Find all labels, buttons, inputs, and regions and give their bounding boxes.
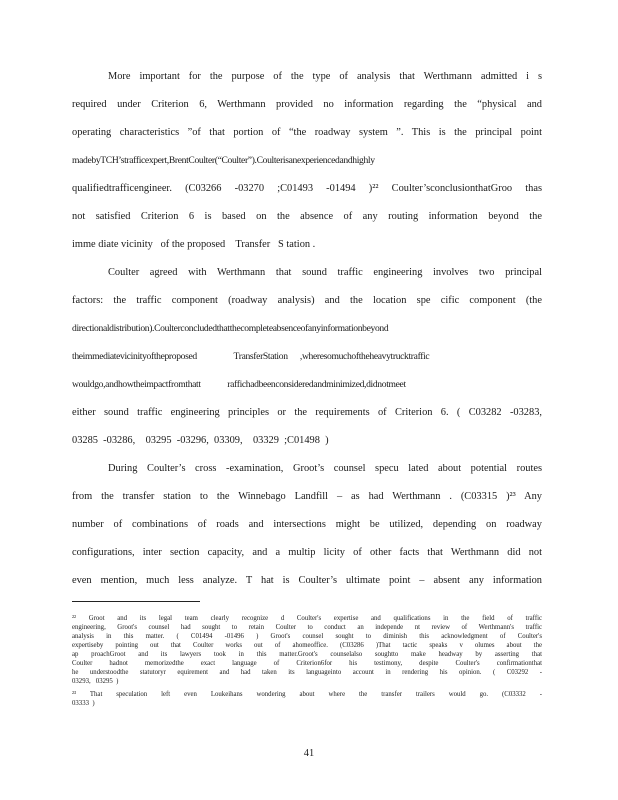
- footnote-line: ap proachGroot and its lawyers took in this matter.Groot's counselalso soughtto make headway by asserting that: [72, 651, 542, 658]
- footnote-line: 03333 ): [72, 700, 95, 707]
- body-line: from the transfer station to the Winnebago Landfill – as had Werthmann . (C03315 )²³ Any: [72, 491, 542, 502]
- body-line: directionaldistribution).Coulterconcludedthatthecompleteabsenceofanyinformationbeyond: [72, 323, 389, 334]
- footnote-separator: [72, 601, 200, 602]
- footnote-line: Coulter hadnot memorizedthe exact language of Criterion6for his testimony, despite Coulter's confirmationthat: [72, 660, 542, 667]
- body-line: theimmediatevicinityoftheproposed TransferStation ,wheresomuchoftheheavytrucktraffic: [72, 351, 430, 362]
- body-line: wouldgo,andhowtheimpactfromthatt raffichadbeenconsideredandminimized,didnotmeet: [72, 379, 406, 390]
- body-line: required under Criterion 6, Werthmann provided no information regarding the “physical and: [72, 99, 542, 110]
- body-line: not satisfied Criterion 6 is based on the absence of any routing information beyond the: [72, 211, 542, 222]
- body-line: qualifiedtrafficengineer. (C03266 -03270 ;C01493 -01494 )²² Coulter’sconclusionthatGroo thas: [72, 183, 542, 194]
- footnote-line: expertiseby pointing out that Coulter works out of ahomeoffice. (C03286 )That tactic speaks v olumes about the: [72, 642, 542, 649]
- body-line: imme diate vicinity of the proposed Transfer S tation .: [72, 239, 316, 250]
- body-line: even mention, much less analyze. T hat is Coulter’s ultimate point – absent any information: [72, 575, 542, 586]
- body-line: madebyTCH’strafficexpert,BrentCoulter(“Coulter”).Coulterisanexperiencedandhighly: [72, 155, 375, 166]
- body-line: During Coulter’s cross -examination, Groot’s counsel specu lated about potential routes: [108, 463, 542, 474]
- body-line: configurations, inter section capacity, and a multip licity of other facts that Werthmann did not: [72, 547, 542, 558]
- footnote-line: analysis in this matter. ( C01494 -01496 ) Groot's counsel sought to diminish this acknowledgment of Coulter's: [72, 633, 542, 640]
- footnote-line: engineering, Groot's counsel had sought to retain Coulter to conduct an independe nt review of Werthmann's traffic: [72, 624, 542, 631]
- body-line: either sound traffic engineering principles or the requirements of Criterion 6. ( C03282 -03283,: [72, 407, 542, 418]
- page-number: 41: [303, 748, 315, 759]
- footnote-line: ²² Groot and its legal team clearly recognize d Coulter's expertise and qualifications in the field of traffic: [72, 615, 542, 622]
- body-line: operating characteristics ”of that portion of “the roadway system ”. This is the principal point: [72, 127, 542, 138]
- body-line: number of combinations of roads and intersections might be utilized, depending on roadway: [72, 519, 542, 530]
- body-line: factors: the traffic component (roadway analysis) and the location spe cific component (the: [72, 295, 542, 306]
- body-line: 03285 -03286, 03295 -03296, 03309, 03329 ;C01498 ): [72, 435, 329, 446]
- footnote-line: ²³ That speculation left even Loukeihans wondering about where the transfer trailers would go. (C03332 -: [72, 691, 542, 698]
- body-line: Coulter agreed with Werthmann that sound traffic engineering involves two principal: [108, 267, 542, 278]
- body-line: More important for the purpose of the type of analysis that Werthmann admitted i s: [108, 71, 542, 82]
- footnote-line: 03293, 03295 ): [72, 678, 119, 685]
- footnote-line: he understoodthe statutoryr equirement and had taken its languageinto account in rendering his opinion. ( C03292 -: [72, 669, 542, 676]
